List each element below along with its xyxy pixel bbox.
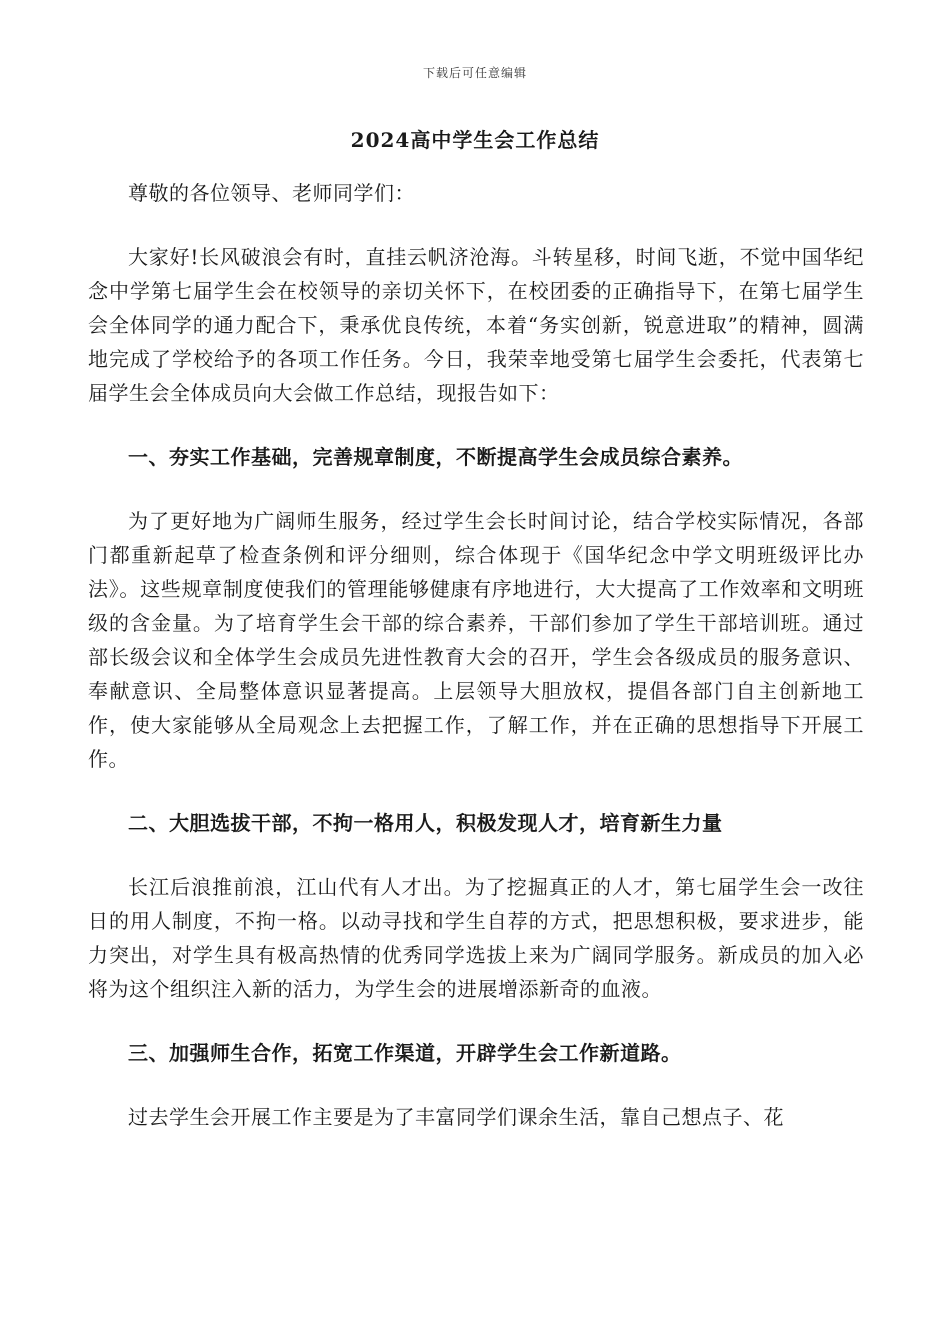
section-heading-1: 一、夯实工作基础，完善规章制度，不断提高学生会成员综合素养。 (128, 445, 743, 469)
section-body-1: 为了更好地为广阔师生服务，经过学生会长时间讨论，结合学校实际情况，各部门都重新起草了检查条例和评分细则，综合体现于《国华纪念中学文明班级评比办法》。这些规章制度使我们的管理能够健康有序地进行，大大提高了工作效率和文明班级的含金量。为了培育学生会干部的综合素养，干部们参加了学生干部培训班。通过部长级会议和全体学生会成员先进性教育大会的召开，学生会各级成员的服务意识、奉献意识、全局整体意识显著提高。上层领导大胆放权，提倡各部门自主创新地工作，使大家能够从全局观念上去把握工作，了解工作，并在正确的思想指导下开展工作。 (88, 509, 864, 771)
section-body-2: 长江后浪推前浪，江山代有人才出。为了挖掘真正的人才，第七届学生会一改往日的用人制度，不拘一格。以动寻找和学生自荐的方式，把思想积极，要求进步，能力突出，对学生具有极高热情的优秀同学选拔上来为广阔同学服务。新成员的加入必将为这个组织注入新的活力，为学生会的进展增添新奇的血液。 (88, 875, 864, 1001)
greeting: 尊敬的各位领导、老师同学们： (128, 181, 415, 205)
section-body-3: 过去学生会开展工作主要是为了丰富同学们课余生活，靠自己想点子、花 (128, 1105, 784, 1129)
section-heading-3: 三、加强师生合作，拓宽工作渠道，开辟学生会工作新道路。 (128, 1041, 682, 1065)
intro-paragraph: 大家好!长风破浪会有时，直挂云帆济沧海。斗转星移，时间飞逝，不觉中国华纪念中学第七届学生会在校领导的亲切关怀下，在校团委的正确指导下，在第七届学生会全体同学的通力配合下，秉承优良传统，本着“务实创新，锐意进取”的精神，圆满地完成了学校给予的各项工作任务。今日，我荣幸地受第七届学生会委托，代表第七届学生会全体成员向大会做工作总结，现报告如下： (88, 245, 864, 405)
document-title: 2024高中学生会工作总结 (350, 128, 600, 152)
header-note: 下载后可任意编辑 (422, 66, 527, 80)
document-body (88, 176, 864, 1164)
section-heading-2: 二、大胆选拔干部，不拘一格用人，积极发现人才，培育新生力量 (128, 811, 723, 835)
